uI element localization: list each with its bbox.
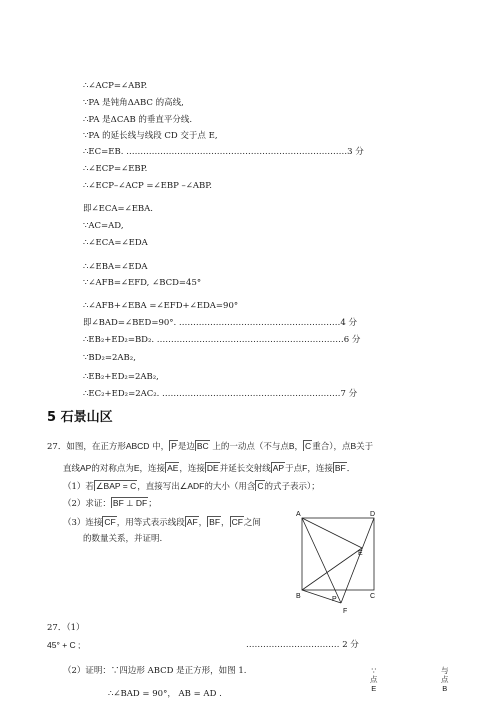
proof-line-9: ∵AC=AD, (83, 221, 124, 231)
label-d: D (370, 511, 376, 518)
proof-line-1: ∴∠ACP=∠ABP. (83, 81, 148, 91)
proof-line-16: ∵BD₂=2AB₂, (83, 353, 136, 363)
proof-line-8: 即∠ECA=∠EBA. (83, 204, 154, 214)
q27-line-1: 27．如图，在正方形ABCD 中， P是边 BC 上的一动点（不与点B， C重合），点B关于 (47, 441, 374, 452)
proof-line-10: ∴∠ECA=∠EDA (83, 238, 148, 248)
proof-line-7: ∴∠ECP–∠ACP =∠EBP –∠ABP. (83, 181, 212, 191)
side-note-left: ∵ 点 E (370, 666, 378, 693)
q27-line-3: （1）若 ∠BAP = C，直接写出∠ADF的大小（用含 C的式子表示）； (63, 481, 320, 492)
proof-line-5: ∴EC=EB. ……………………………………………………………………3 分 (83, 147, 364, 157)
answer-1-score: …………………………… 2 分 (246, 640, 359, 650)
geometry-figure (292, 508, 387, 624)
proof-line-6: ∴∠ECP=∠EBP. (83, 164, 148, 174)
answer-2-line: ∴∠BAD = 90°， AB = AD . (108, 689, 222, 699)
q27-line-5: （3）连接 CF，用等式表示线段 AF， BF， CF之间 (63, 517, 261, 528)
proof-line-13: ∴∠AFB+∠EBA =∠EFD+∠EDA=90° (83, 301, 239, 311)
proof-line-4: ∵PA 的延长线与线段 CD 交于点 E, (83, 131, 218, 141)
label-e: E (358, 550, 363, 557)
proof-line-2: ∵PA 是钝角ΔABC 的高线, (83, 98, 184, 108)
label-c: C (370, 593, 376, 600)
square-abcd (302, 518, 374, 590)
answer-head: 27．（1） (47, 623, 85, 633)
label-a: A (296, 511, 301, 518)
square-diagram (292, 508, 387, 620)
side-note-right: 与 点 B (441, 666, 449, 693)
line-ae (302, 518, 362, 548)
q27-line-6: 的数量关系，并证明. (83, 534, 163, 544)
q27-line-2: 直线AP的对称点为E，连接 AE，连接 DE并延长交射线 AP于点F，连接 BF． (63, 463, 356, 474)
answer-1-expr: 45° + C ; (47, 640, 81, 650)
proof-line-11: ∴∠EBA=∠EDA (83, 262, 148, 272)
label-f: F (343, 608, 348, 615)
proof-line-18: ∴EC₂+ED₂=2AC₂. ………………………………………………………7 分 (83, 389, 358, 399)
proof-line-3: ∴PA 是ΔCAB 的垂直平分线. (83, 115, 193, 125)
proof-line-17: ∴EB₂+ED₂=2AB₂, (83, 372, 159, 382)
proof-line-15: ∴EB₂+ED₂=BD₂. …………………………………………………………6 分 (83, 335, 361, 345)
answer-2-label: （2）证明：∵四边形 ABCD 是正方形，如图 1. (63, 666, 247, 676)
label-b: B (296, 593, 301, 600)
section-title: 5 石景山区 (47, 410, 113, 425)
q27-line-4: （2）求证： BF ⊥ DF； (63, 498, 157, 509)
label-p: P (332, 596, 337, 603)
proof-line-14: 即∠BAD=∠BED=90°. …………………………………………………4 分 (83, 318, 358, 328)
proof-line-12: ∵∠AFB=∠EFD, ∠BCD=45° (83, 278, 202, 288)
